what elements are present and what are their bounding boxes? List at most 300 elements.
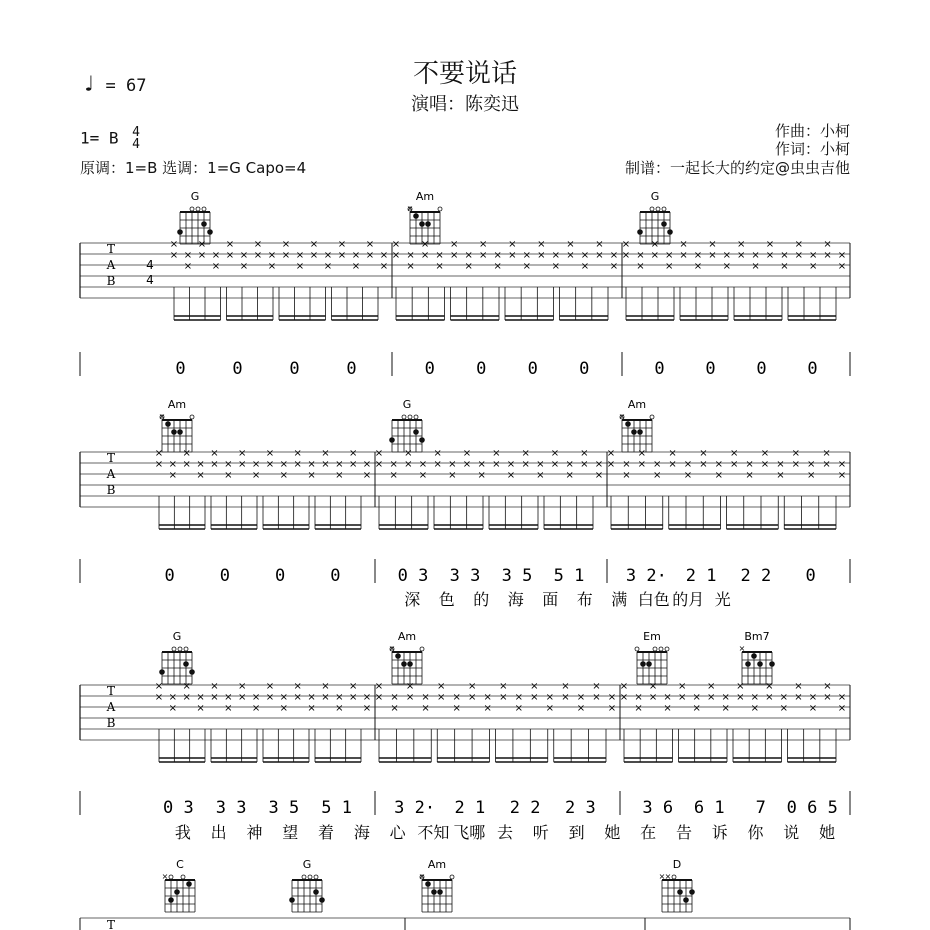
notation-number: 6 1 bbox=[693, 798, 725, 818]
tab-x-mark: × bbox=[197, 239, 207, 250]
tab-x-mark: × bbox=[606, 448, 616, 459]
tab-x-mark: × bbox=[622, 470, 631, 481]
tab-x-mark: × bbox=[561, 681, 570, 692]
tab-x-mark: × bbox=[168, 459, 178, 470]
chord-diagram-am bbox=[159, 398, 194, 452]
key-value: 1= B bbox=[80, 128, 119, 148]
tab-x-mark: × bbox=[265, 448, 275, 459]
chord-name: Am bbox=[627, 398, 647, 411]
tab-x-mark: × bbox=[365, 250, 375, 261]
notation-number: 3 3 bbox=[449, 566, 481, 586]
tab-x-mark: × bbox=[404, 459, 413, 470]
tab-x-mark: × bbox=[780, 250, 789, 261]
notation-number: 0 3 bbox=[397, 566, 429, 586]
lyric-syllable: 在 bbox=[640, 823, 657, 842]
tab-x-mark: × bbox=[648, 681, 658, 692]
chord-diagram-am bbox=[419, 858, 454, 912]
notation-row bbox=[80, 352, 850, 379]
tab-x-mark: × bbox=[606, 459, 616, 470]
tab-x-mark: × bbox=[389, 470, 398, 481]
tab-x-mark: × bbox=[506, 470, 516, 481]
tab-clef-letter: A bbox=[106, 466, 116, 481]
tab-x-mark: × bbox=[433, 459, 442, 470]
tab-x-mark: × bbox=[779, 692, 789, 703]
tab-x-mark: × bbox=[436, 692, 446, 703]
tab-x-mark: × bbox=[508, 250, 517, 261]
tab-x-mark: × bbox=[760, 448, 770, 459]
tab-staff bbox=[80, 239, 850, 320]
tab-x-mark: × bbox=[449, 250, 459, 261]
tab-x-mark: × bbox=[636, 261, 645, 272]
lyric-syllable: 满 bbox=[611, 590, 628, 609]
song-title: 不要说话 bbox=[412, 59, 517, 89]
notation-number: 3 3 bbox=[215, 798, 247, 818]
tab-x-mark: × bbox=[309, 250, 319, 261]
lyric-syllable: 的月 bbox=[672, 590, 705, 609]
tab-x-mark: × bbox=[551, 261, 561, 272]
tab-x-mark: × bbox=[530, 681, 539, 692]
tab-x-mark: × bbox=[307, 692, 316, 703]
tab-x-mark: × bbox=[714, 459, 723, 470]
tab-x-mark: × bbox=[420, 239, 430, 250]
tab-x-mark: × bbox=[483, 692, 492, 703]
chord-name: G bbox=[172, 630, 182, 643]
tab-x-mark: × bbox=[665, 250, 674, 261]
tab-x-mark: × bbox=[566, 239, 575, 250]
tab-x-mark: × bbox=[449, 239, 459, 250]
tab-clef-letter: A bbox=[106, 699, 116, 714]
tab-x-mark: × bbox=[807, 470, 816, 481]
lyric-syllable: 深 bbox=[404, 590, 421, 609]
chord-name: Am bbox=[167, 398, 187, 411]
chord-name: Am bbox=[397, 630, 417, 643]
tab-x-mark: × bbox=[405, 692, 415, 703]
tab-x-mark: × bbox=[499, 692, 508, 703]
tab-x-mark: × bbox=[225, 239, 235, 250]
tab-x-mark: × bbox=[406, 250, 415, 261]
notation-number: 0 bbox=[424, 359, 435, 379]
notation-number: 5 1 bbox=[321, 798, 352, 818]
lyric-syllable: 望 bbox=[282, 823, 299, 842]
tab-x-mark: × bbox=[168, 470, 178, 481]
tab-x-mark: × bbox=[653, 470, 662, 481]
tab-x-mark: × bbox=[619, 692, 629, 703]
tab-x-mark: × bbox=[321, 448, 330, 459]
tab-clef-letter: T bbox=[106, 683, 116, 698]
chord-name: Am bbox=[427, 858, 447, 871]
tab-x-mark: × bbox=[622, 459, 631, 470]
tab-x-mark: × bbox=[436, 681, 446, 692]
tab-x-mark: × bbox=[794, 681, 803, 692]
tab-x-mark: × bbox=[224, 470, 233, 481]
transcriber-credit: 制谱：一起长大的约定@虫虫吉他 bbox=[624, 159, 850, 177]
tab-x-mark: × bbox=[823, 239, 832, 250]
lyric-syllable: 告 bbox=[675, 823, 692, 842]
tab-x-mark: × bbox=[650, 239, 659, 250]
tab-x-mark: × bbox=[391, 239, 401, 250]
tab-x-mark: × bbox=[514, 692, 523, 703]
notation-number: 0 bbox=[346, 359, 357, 379]
tab-x-mark: × bbox=[737, 239, 746, 250]
tab-x-mark: × bbox=[211, 250, 221, 261]
tab-x-mark: × bbox=[239, 261, 249, 272]
tab-x-mark: × bbox=[679, 239, 688, 250]
time-sig-bottom: 4 bbox=[146, 273, 154, 287]
tab-x-mark: × bbox=[791, 448, 800, 459]
notation-number: 2 2 bbox=[740, 566, 772, 586]
chord-name: G bbox=[302, 858, 312, 871]
tab-x-mark: × bbox=[550, 459, 560, 470]
notation-number: 3 2· bbox=[394, 798, 436, 818]
tab-x-mark: × bbox=[421, 692, 430, 703]
tab-x-mark: × bbox=[348, 459, 358, 470]
chord-diagram-g bbox=[637, 190, 673, 244]
lyric-syllable: 她 bbox=[604, 823, 621, 842]
tab-x-mark: × bbox=[253, 250, 263, 261]
lyric-syllable: 不知 bbox=[417, 823, 450, 842]
notation-number: 0 bbox=[330, 566, 341, 586]
tab-x-mark: × bbox=[492, 459, 501, 470]
tab-x-mark: × bbox=[351, 250, 361, 261]
tab-x-mark: × bbox=[323, 261, 333, 272]
tab-x-mark: × bbox=[374, 692, 384, 703]
tab-x-mark: × bbox=[337, 250, 347, 261]
tab-x-mark: × bbox=[663, 703, 672, 714]
lyric-syllable: 布 bbox=[576, 590, 593, 609]
notation-number: 2 1 bbox=[454, 798, 486, 818]
chord-name: G bbox=[190, 190, 200, 203]
notation-number: 0 bbox=[232, 359, 243, 379]
tab-x-mark: × bbox=[224, 459, 233, 470]
chord-diagram-c bbox=[162, 858, 195, 912]
tab-x-mark: × bbox=[462, 459, 472, 470]
tab-x-mark: × bbox=[530, 692, 539, 703]
tab-x-mark: × bbox=[433, 448, 442, 459]
tab-x-mark: × bbox=[580, 459, 589, 470]
notation-number: 7 bbox=[755, 798, 766, 818]
notation-number: 3 5 bbox=[501, 566, 533, 586]
tab-x-mark: × bbox=[196, 703, 205, 714]
tab-x-mark: × bbox=[751, 261, 760, 272]
tab-x-mark: × bbox=[794, 250, 803, 261]
tab-x-mark: × bbox=[279, 692, 288, 703]
notation-row bbox=[80, 559, 850, 586]
chord-name: C bbox=[176, 858, 184, 871]
tab-x-mark: × bbox=[379, 250, 389, 261]
chord-diagram-am bbox=[619, 398, 654, 452]
lyric-syllable: 诉 bbox=[711, 823, 728, 842]
lyric-syllable: 白色 bbox=[637, 590, 670, 609]
chord-diagram-em bbox=[635, 630, 669, 684]
svg-text:×: × bbox=[418, 872, 426, 881]
tab-x-mark: × bbox=[750, 692, 759, 703]
tab-x-mark: × bbox=[169, 239, 179, 250]
tab-x-mark: × bbox=[348, 448, 358, 459]
tab-x-mark: × bbox=[293, 692, 302, 703]
tab-x-mark: × bbox=[479, 250, 488, 261]
tab-x-mark: × bbox=[309, 239, 319, 250]
tab-x-mark: × bbox=[745, 459, 754, 470]
tab-x-mark: × bbox=[238, 448, 247, 459]
notation-number: 0 bbox=[654, 359, 665, 379]
tab-clef-letter: T bbox=[106, 450, 116, 465]
tab-x-mark: × bbox=[281, 239, 291, 250]
quarter-note-icon: ♩ bbox=[82, 72, 96, 97]
tab-x-mark: × bbox=[522, 261, 531, 272]
tab-x-mark: × bbox=[365, 239, 375, 250]
tab-x-mark: × bbox=[607, 703, 617, 714]
svg-text:×: × bbox=[618, 412, 626, 421]
tab-x-mark: × bbox=[536, 459, 545, 470]
composer-credit: 作曲：小柯 bbox=[774, 122, 850, 140]
tab-x-mark: × bbox=[765, 692, 774, 703]
tab-x-mark: × bbox=[492, 448, 501, 459]
tab-x-mark: × bbox=[580, 261, 590, 272]
lyric-syllable: 你 bbox=[747, 823, 764, 842]
key-info: 原调：1=B 选调：1=G Capo=4 bbox=[80, 159, 307, 177]
tab-x-mark: × bbox=[196, 470, 205, 481]
tab-x-mark: × bbox=[580, 250, 590, 261]
tab-x-mark: × bbox=[609, 261, 619, 272]
tab-x-mark: × bbox=[182, 692, 191, 703]
tab-x-mark: × bbox=[362, 692, 372, 703]
tab-x-mark: × bbox=[634, 703, 643, 714]
tab-x-mark: × bbox=[634, 692, 643, 703]
tab-x-mark: × bbox=[822, 459, 831, 470]
lyric-line bbox=[175, 823, 835, 842]
tab-x-mark: × bbox=[182, 681, 191, 692]
tab-x-mark: × bbox=[335, 470, 344, 481]
lyric-syllable: 神 bbox=[246, 823, 263, 842]
tab-x-mark: × bbox=[210, 692, 219, 703]
tab-x-mark: × bbox=[468, 692, 477, 703]
tab-x-mark: × bbox=[721, 692, 730, 703]
tab-x-mark: × bbox=[693, 250, 703, 261]
tab-x-mark: × bbox=[351, 261, 361, 272]
tab-x-mark: × bbox=[607, 692, 617, 703]
tab-x-mark: × bbox=[508, 239, 517, 250]
tab-x-mark: × bbox=[253, 239, 263, 250]
tab-x-mark: × bbox=[448, 459, 457, 470]
tab-x-mark: × bbox=[668, 459, 677, 470]
tab-x-mark: × bbox=[267, 261, 277, 272]
tab-x-mark: × bbox=[619, 681, 629, 692]
tab-x-mark: × bbox=[776, 470, 785, 481]
tab-x-mark: × bbox=[321, 692, 330, 703]
tab-x-mark: × bbox=[335, 459, 344, 470]
tab-x-mark: × bbox=[452, 692, 461, 703]
lyric-syllable: 出 bbox=[210, 823, 227, 842]
tab-x-mark: × bbox=[521, 459, 530, 470]
tab-x-mark: × bbox=[760, 459, 770, 470]
tab-x-mark: × bbox=[348, 692, 358, 703]
tab-x-mark: × bbox=[545, 692, 555, 703]
tab-staff bbox=[80, 448, 850, 529]
tab-x-mark: × bbox=[418, 470, 428, 481]
tab-x-mark: × bbox=[251, 470, 261, 481]
notation-number: 0 bbox=[705, 359, 716, 379]
notation-number: 0 bbox=[805, 566, 816, 586]
notation-number: 0 bbox=[579, 359, 590, 379]
lyric-syllable: 光 bbox=[714, 590, 731, 609]
tab-x-mark: × bbox=[837, 703, 847, 714]
tab-x-mark: × bbox=[452, 703, 461, 714]
notation-number: 2 2 bbox=[509, 798, 541, 818]
tab-x-mark: × bbox=[794, 692, 803, 703]
tab-x-mark: × bbox=[594, 459, 604, 470]
tab-x-mark: × bbox=[708, 239, 717, 250]
tab-x-mark: × bbox=[493, 261, 502, 272]
tab-x-mark: × bbox=[239, 250, 249, 261]
tab-x-mark: × bbox=[348, 681, 358, 692]
tab-x-mark: × bbox=[464, 250, 473, 261]
notation-row bbox=[80, 791, 850, 818]
tab-x-mark: × bbox=[737, 250, 746, 261]
tab-x-mark: × bbox=[736, 692, 745, 703]
tab-x-mark: × bbox=[210, 459, 219, 470]
tab-x-mark: × bbox=[668, 448, 677, 459]
tab-x-mark: × bbox=[154, 681, 164, 692]
chord-diagram-g bbox=[159, 630, 195, 684]
notation-number: 3 2· bbox=[625, 566, 667, 586]
tab-x-mark: × bbox=[677, 681, 687, 692]
tab-x-mark: × bbox=[196, 692, 205, 703]
tab-x-mark: × bbox=[169, 250, 179, 261]
tab-x-mark: × bbox=[609, 250, 619, 261]
tab-x-mark: × bbox=[751, 250, 760, 261]
tab-x-mark: × bbox=[435, 250, 444, 261]
tab-x-mark: × bbox=[154, 692, 164, 703]
tab-x-mark: × bbox=[550, 448, 560, 459]
notation-number: 0 3 bbox=[163, 798, 194, 818]
tempo-value: = 67 bbox=[105, 76, 147, 96]
tab-x-mark: × bbox=[776, 459, 785, 470]
tab-x-mark: × bbox=[565, 470, 574, 481]
notation-number: 2 3 bbox=[565, 798, 596, 818]
svg-text:×: × bbox=[658, 872, 666, 881]
tab-clef-letter: B bbox=[106, 273, 116, 288]
tab-clef-letter: B bbox=[106, 715, 116, 730]
tab-x-mark: × bbox=[168, 692, 178, 703]
tab-x-mark: × bbox=[823, 250, 832, 261]
notation-number: 2 1 bbox=[685, 566, 717, 586]
tab-x-mark: × bbox=[265, 459, 275, 470]
tab-x-mark: × bbox=[225, 250, 235, 261]
lyric-syllable: 到 bbox=[568, 823, 585, 842]
chord-name: Em bbox=[643, 630, 661, 643]
notation-number: 0 bbox=[164, 566, 175, 586]
tab-x-mark: × bbox=[406, 261, 415, 272]
tab-x-mark: × bbox=[809, 261, 818, 272]
tab-x-mark: × bbox=[390, 703, 399, 714]
tab-x-mark: × bbox=[293, 448, 302, 459]
tab-x-mark: × bbox=[663, 692, 672, 703]
lyric-syllable: 心 bbox=[389, 823, 406, 842]
tab-x-mark: × bbox=[745, 470, 754, 481]
lyric-syllable: 海 bbox=[353, 823, 370, 842]
tab-x-mark: × bbox=[822, 448, 831, 459]
tab-clef-letter: A bbox=[106, 257, 116, 272]
tab-x-mark: × bbox=[210, 681, 219, 692]
tab-x-mark: × bbox=[537, 239, 546, 250]
tab-x-mark: × bbox=[692, 692, 701, 703]
tab-x-mark: × bbox=[390, 692, 399, 703]
tab-x-mark: × bbox=[653, 459, 662, 470]
tab-x-mark: × bbox=[580, 448, 589, 459]
tab-x-mark: × bbox=[379, 261, 389, 272]
tab-x-mark: × bbox=[837, 261, 847, 272]
lyric-syllable: 的 bbox=[473, 590, 490, 609]
svg-text:×: × bbox=[738, 644, 746, 653]
tab-x-mark: × bbox=[699, 459, 708, 470]
tab-x-mark: × bbox=[251, 703, 261, 714]
tab-x-mark: × bbox=[323, 250, 333, 261]
tab-x-mark: × bbox=[307, 459, 316, 470]
tab-x-mark: × bbox=[154, 459, 164, 470]
tab-x-mark: × bbox=[576, 703, 586, 714]
tab-x-mark: × bbox=[794, 239, 803, 250]
chord-diagram-bm7 bbox=[739, 630, 775, 684]
svg-text:×: × bbox=[406, 204, 414, 213]
tab-x-mark: × bbox=[522, 250, 531, 261]
notation-number: 0 bbox=[476, 359, 487, 379]
notation-number: 0 bbox=[289, 359, 300, 379]
tab-x-mark: × bbox=[779, 703, 789, 714]
tab-x-mark: × bbox=[362, 459, 372, 470]
tab-x-mark: × bbox=[183, 250, 193, 261]
tab-x-mark: × bbox=[183, 261, 193, 272]
lyric-syllable: 说 bbox=[783, 823, 800, 842]
tab-x-mark: × bbox=[636, 250, 645, 261]
tab-x-mark: × bbox=[765, 681, 774, 692]
tab-x-mark: × bbox=[837, 692, 847, 703]
tab-x-mark: × bbox=[765, 250, 775, 261]
tab-x-mark: × bbox=[506, 459, 516, 470]
tab-x-mark: × bbox=[391, 250, 401, 261]
tab-x-mark: × bbox=[592, 692, 601, 703]
notation-number: 0 bbox=[807, 359, 818, 379]
tab-x-mark: × bbox=[211, 261, 221, 272]
tab-x-mark: × bbox=[238, 681, 247, 692]
notation-number: 0 6 5 bbox=[786, 798, 838, 818]
tab-x-mark: × bbox=[592, 681, 601, 692]
chord-name: Am bbox=[415, 190, 435, 203]
notation-number: 0 bbox=[756, 359, 767, 379]
tab-x-mark: × bbox=[808, 692, 818, 703]
svg-text:×: × bbox=[161, 872, 169, 881]
tab-x-mark: × bbox=[721, 703, 730, 714]
notation-number: 0 bbox=[175, 359, 186, 379]
tab-clef-letter: T bbox=[106, 241, 116, 256]
svg-text:×: × bbox=[388, 644, 396, 653]
lyric-syllable: 我 bbox=[174, 823, 191, 842]
tab-x-mark: × bbox=[267, 250, 277, 261]
chord-diagram-g bbox=[389, 398, 425, 452]
tab-x-mark: × bbox=[265, 681, 275, 692]
tab-x-mark: × bbox=[374, 448, 384, 459]
tab-x-mark: × bbox=[281, 250, 291, 261]
tab-x-mark: × bbox=[730, 448, 739, 459]
tab-x-mark: × bbox=[650, 250, 659, 261]
time-sig-top: 4 bbox=[146, 258, 154, 272]
tab-x-mark: × bbox=[837, 459, 847, 470]
notation-number: 0 bbox=[219, 566, 230, 586]
lyric-syllable: 飞哪 bbox=[453, 823, 486, 842]
tab-clef-letter: B bbox=[106, 482, 116, 497]
tab-x-mark: × bbox=[335, 703, 344, 714]
tab-x-mark: × bbox=[295, 261, 305, 272]
tab-x-mark: × bbox=[493, 250, 502, 261]
